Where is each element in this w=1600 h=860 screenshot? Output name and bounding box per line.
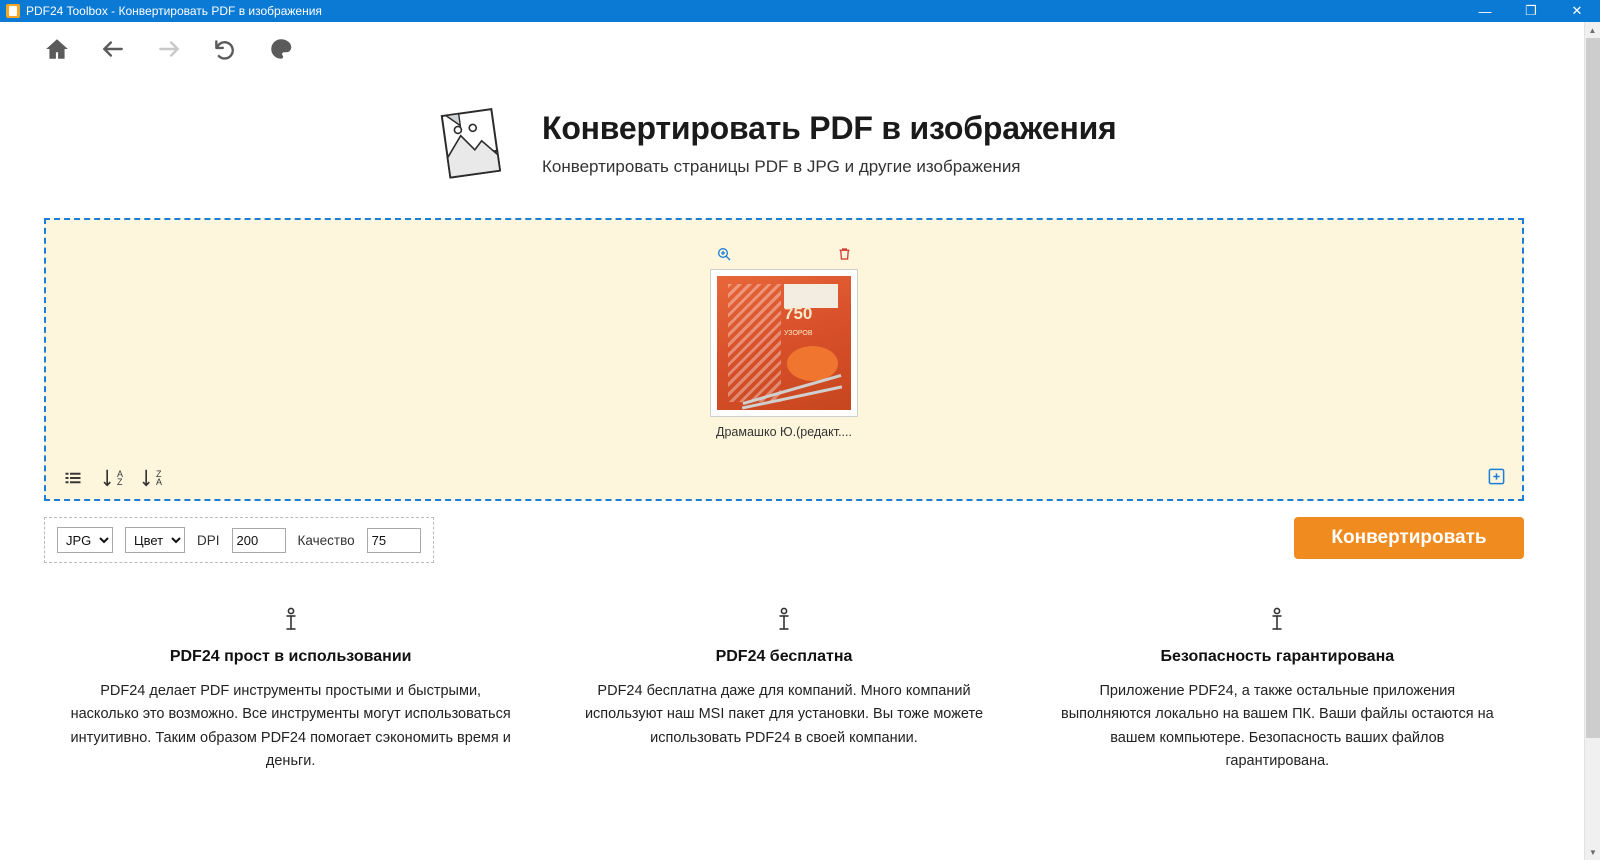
feature-title: Безопасность гарантирована xyxy=(1160,648,1395,665)
dpi-input[interactable] xyxy=(232,528,286,553)
feature-text: PDF24 делает PDF инструменты простыми и быстрыми, насколько это возможно. Все инструменты могут использоваться интуитивно. Таким образом PDF24 помогает сэкономить время и деньги. xyxy=(70,683,511,770)
sort-za-bottom: A xyxy=(156,477,163,487)
zoom-in-icon[interactable] xyxy=(716,246,732,265)
trash-icon[interactable] xyxy=(837,246,852,265)
page-header xyxy=(430,76,1568,184)
page-title: Конвертировать PDF в изображения xyxy=(542,110,1117,146)
sort-az-labels xyxy=(117,470,123,486)
feature-title: PDF24 бесплатна xyxy=(715,648,853,665)
sort-az-icon[interactable] xyxy=(102,467,123,489)
window-controls xyxy=(1462,0,1600,22)
window-title: PDF24 Toolbox - Конвертировать PDF в изображения xyxy=(26,4,322,18)
sort-az-bottom: Z xyxy=(117,477,123,487)
feature-title: PDF24 прост в использовании xyxy=(169,648,412,665)
back-arrow-icon[interactable] xyxy=(96,32,130,66)
feature-text: PDF24 бесплатна даже для компаний. Много компаний используют наш MSI пакет для установки. Вы тоже можете использовать PDF24 в своей компании. xyxy=(584,683,984,746)
list-view-icon[interactable] xyxy=(62,469,84,487)
file-thumbnail[interactable] xyxy=(710,269,858,417)
info-icon xyxy=(1057,607,1498,638)
options-row xyxy=(44,517,1524,563)
sort-az-top: A xyxy=(117,469,124,479)
page-scroll-area xyxy=(0,22,1600,860)
features-section xyxy=(44,607,1524,774)
dpi-label: DPI xyxy=(197,532,220,548)
sort-za-top: Z xyxy=(156,469,162,479)
info-icon xyxy=(563,607,1004,638)
sort-za-icon[interactable] xyxy=(141,467,162,489)
pdf24-icon xyxy=(6,4,20,18)
quality-label: Качество xyxy=(297,532,355,548)
close-button[interactable]: ✕ xyxy=(1571,3,1583,18)
file-name-label: Драмашко Ю.(редакт.... xyxy=(716,425,852,439)
minimize-button[interactable]: — xyxy=(1478,3,1492,19)
conversion-options xyxy=(44,517,434,563)
vertical-scrollbar[interactable] xyxy=(1584,22,1600,860)
page-subtitle: Конвертировать страницы PDF в JPG и другие изображения xyxy=(542,157,1021,176)
file-card[interactable] xyxy=(710,246,858,439)
thumb-cover-number: 750 xyxy=(784,304,813,324)
window-titlebar xyxy=(0,0,1600,22)
maximize-button[interactable]: ❐ xyxy=(1525,3,1537,18)
file-dropzone[interactable] xyxy=(44,218,1524,501)
sort-za-labels xyxy=(156,470,162,486)
add-file-icon[interactable] xyxy=(1487,467,1506,489)
app-toolbar xyxy=(0,22,1600,76)
file-grid xyxy=(46,246,1522,439)
format-select[interactable] xyxy=(57,527,113,553)
quality-input[interactable] xyxy=(367,528,421,553)
pdf-to-images-icon xyxy=(430,104,516,184)
feature-card xyxy=(537,607,1030,774)
undo-icon[interactable] xyxy=(208,32,242,66)
feature-text: Приложение PDF24, а также остальные приложения выполняются локально на вашем ПК. Ваши файлы остаются на вашем компьютере. Безопасность ваших файлов гарантирована. xyxy=(1060,683,1494,770)
palette-icon[interactable] xyxy=(264,32,298,66)
page-content xyxy=(0,76,1568,774)
forward-arrow-icon xyxy=(152,32,186,66)
scrollbar-thumb[interactable] xyxy=(1586,38,1600,738)
dropzone-toolbar xyxy=(62,467,1506,489)
thumb-cover-line1: УЗОРОВ xyxy=(784,329,813,337)
feature-card xyxy=(1031,607,1524,774)
scroll-up-button[interactable]: ▲ xyxy=(1588,25,1597,35)
color-select[interactable] xyxy=(125,527,185,553)
scroll-down-button[interactable]: ▼ xyxy=(1589,847,1597,857)
convert-button[interactable]: Конвертировать xyxy=(1294,517,1524,559)
feature-card xyxy=(44,607,537,774)
file-card-actions xyxy=(710,246,858,269)
home-icon[interactable] xyxy=(40,32,74,66)
info-icon xyxy=(70,607,511,638)
